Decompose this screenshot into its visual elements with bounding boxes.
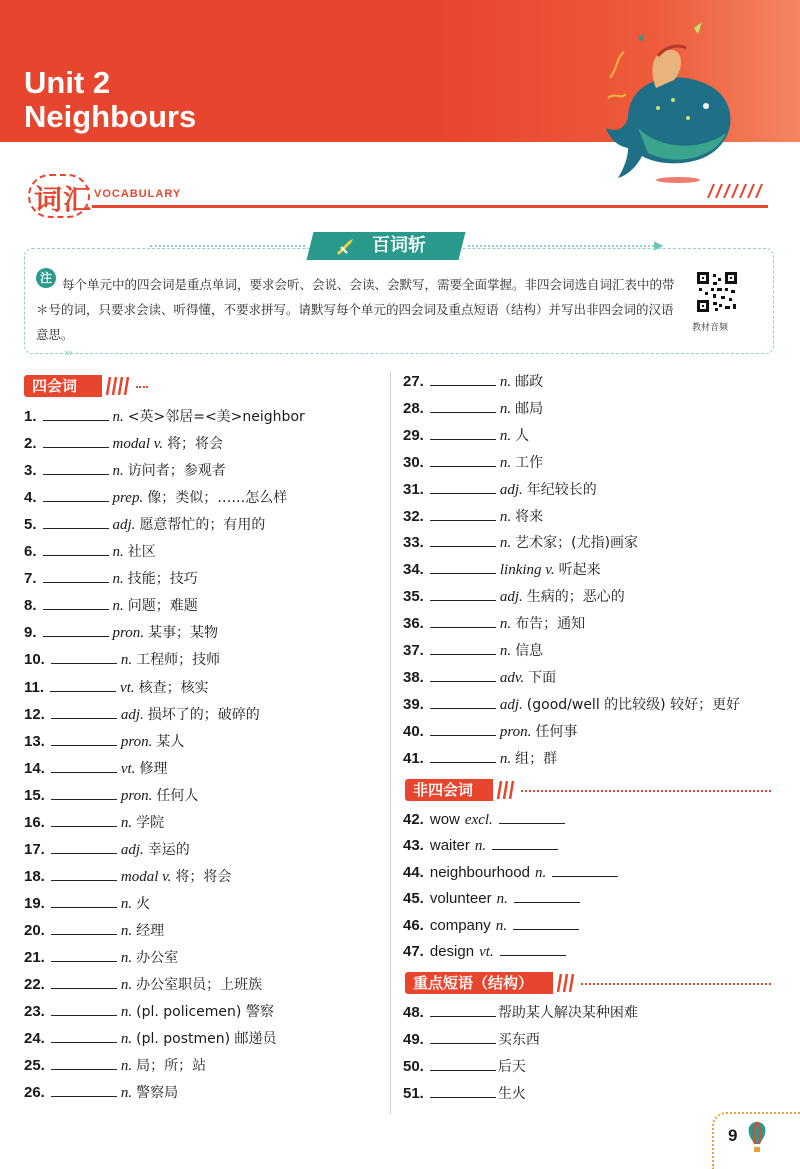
item-number: 18. [24,867,45,885]
item-number: 43. [403,837,424,855]
item-number: 38. [403,668,424,686]
answer-blank[interactable] [51,1056,117,1070]
part-of-speech: pron. [120,733,153,750]
vocab-item [24,784,198,808]
part-of-speech: pron. [499,723,532,740]
item-number: 6. [24,543,37,561]
part-of-speech: n. [120,1031,133,1048]
answer-blank[interactable] [51,650,117,664]
item-number: 8. [24,597,37,615]
part-of-speech: adj. [499,481,523,498]
part-of-speech: prep. [112,490,144,507]
answer-blank[interactable] [51,732,117,746]
stripe-decoration-icon [555,974,575,992]
answer-blank[interactable] [430,1003,496,1017]
item-number: 2. [24,435,37,453]
item-number: 45. [403,890,424,908]
part-of-speech: n. [499,427,512,444]
chinese-meaning: 办公室 [136,950,179,966]
item-number: 32. [403,507,424,525]
vocab-item [24,703,260,727]
chinese-meaning: 买东西 [497,1032,540,1048]
part-of-speech: n. [499,535,512,552]
part-of-speech: n. [112,409,124,425]
vocab-item [24,567,198,591]
answer-blank[interactable] [51,759,117,773]
part-of-speech: linking v. [499,562,555,579]
vocab-item [403,720,577,744]
chinese-meaning: 社区 [127,544,156,561]
vocab-item [24,1000,274,1024]
chinese-meaning: 学院 [136,814,165,831]
answer-blank[interactable] [50,678,116,692]
part-of-speech: adj. [499,589,523,606]
answer-blank[interactable] [43,434,109,448]
item-number: 14. [24,759,45,777]
chinese-meaning: 某人 [156,733,185,750]
chinese-meaning: 核查；核实 [138,679,209,696]
vocab-item [24,730,184,754]
answer-blank[interactable] [430,695,496,709]
part-of-speech: n. [534,864,547,881]
answer-blank[interactable] [430,372,496,386]
chinese-meaning: 组；群 [515,750,558,767]
vocab-rule [92,205,768,208]
part-of-speech: n. [120,652,133,669]
item-number: 28. [403,399,424,417]
answer-blank[interactable] [51,894,117,908]
item-number: 29. [403,426,424,444]
non-four-item [403,834,562,858]
chinese-meaning: 修理 [139,760,168,777]
answer-blank[interactable] [43,623,109,637]
non-four-item [403,808,569,832]
part-of-speech: n. [499,750,512,767]
chinese-meaning: 艺术家；(尤指)画家 [515,535,639,552]
part-of-speech: n. [112,598,124,615]
answer-blank[interactable] [430,480,496,494]
chinese-meaning: 将；将会 [175,868,232,885]
chinese-meaning: (pl. policemen) 警察 [136,1004,274,1021]
vocab-item [24,838,190,862]
part-of-speech: n. [120,922,133,939]
vocab-item [24,892,150,916]
part-of-speech: n. [499,454,512,471]
answer-blank[interactable] [51,813,117,827]
chinese-meaning: 帮助某人解决某种困难 [497,1005,638,1021]
item-number: 3. [24,462,37,480]
unit-title [24,66,196,134]
part-of-speech: adj. [120,706,144,723]
part-of-speech: adv. [499,669,525,686]
item-number: 41. [403,749,424,767]
answer-blank[interactable] [492,836,558,850]
item-number: 22. [24,976,45,994]
chinese-meaning: 问题；难题 [127,598,198,615]
vocab-title-en: VOCABULARY [94,188,182,200]
part-of-speech: n. [474,838,487,855]
chinese-meaning: 愿意帮忙的；有用的 [139,517,266,534]
part-of-speech: pron. [112,625,145,642]
hot-air-balloon-icon [744,1120,770,1154]
vocab-item [24,811,164,835]
part-of-speech: pron. [120,787,153,804]
unit-name: Neighbours [24,99,197,134]
qr-label: 教材音频 [692,323,729,333]
chinese-meaning: 生火 [497,1086,526,1102]
answer-blank[interactable] [430,1057,496,1071]
vocab-item [403,370,543,394]
item-number: 47. [403,943,424,960]
part-of-speech: n. [120,814,133,831]
item-number: 46. [403,916,424,934]
item-number: 48. [403,1004,424,1021]
vocab-item [403,666,556,690]
item-number: 49. [403,1031,424,1048]
stripe-decoration-icon [704,184,768,198]
vocab-item [24,1027,277,1051]
chinese-meaning: 后天 [497,1059,526,1075]
part-of-speech: n. [496,891,508,908]
answer-blank[interactable] [43,461,109,475]
answer-blank[interactable] [430,560,496,574]
phrase-item [403,1001,638,1025]
part-of-speech: excl. [464,812,493,828]
item-number: 1. [24,408,37,425]
part-of-speech: n. [120,950,133,966]
section-non-four-skill [405,779,770,801]
english-word: neighbourhood [429,863,530,881]
answer-blank[interactable] [51,948,117,962]
chinese-meaning: 某事；某物 [148,625,219,642]
part-of-speech: n. [112,571,124,588]
vocab-title-cn: 词汇 [34,183,93,216]
part-of-speech: adj. [499,696,523,713]
chinese-meaning: 将；将会 [167,436,224,453]
chinese-meaning: (good/well 的比较级) 较好；更好 [526,696,741,713]
vocab-item [24,459,226,483]
answer-blank[interactable] [430,533,496,547]
chinese-meaning: 信息 [515,643,544,659]
vocab-item [403,693,740,717]
item-number: 12. [24,705,45,723]
chinese-meaning: 将来 [515,508,544,525]
chevron-decoration-icon: ››› [64,346,72,359]
chinese-meaning: 幸运的 [147,841,190,858]
chinese-meaning: 任何人 [156,787,199,804]
item-number: 42. [403,811,424,828]
item-number: 33. [403,534,424,552]
phrase-item [403,1028,540,1052]
vocab-item [24,946,178,970]
page-number: 9 [728,1126,738,1145]
section-key-phrases [405,972,770,994]
item-number: 4. [24,489,37,507]
item-number: 20. [24,921,45,939]
answer-blank[interactable] [43,407,109,421]
answer-blank[interactable] [43,596,109,610]
vocab-item [24,540,156,564]
vocab-item [403,639,543,663]
vocab-item [24,432,223,456]
answer-blank[interactable] [51,921,117,935]
part-of-speech: n. [499,508,512,525]
note-badge: 注 [36,268,56,288]
english-word: design [429,943,475,960]
answer-blank[interactable] [499,810,565,824]
part-of-speech: n. [120,895,133,912]
phrase-item [403,1055,526,1079]
answer-blank[interactable] [51,975,117,989]
answer-blank[interactable] [514,889,580,903]
english-word: volunteer [429,890,492,908]
vocab-item [403,558,601,582]
vocab-item [403,478,597,502]
non-four-item [403,887,584,911]
section-title: 四会词 [24,375,102,397]
part-of-speech: n. [120,1085,133,1102]
vocab-item [403,585,625,609]
chinese-meaning: 生病的；恶心的 [526,589,625,606]
answer-blank[interactable] [430,507,496,521]
item-number: 35. [403,588,424,606]
item-number: 24. [24,1030,45,1048]
vocab-item [24,621,218,645]
answer-blank[interactable] [43,515,109,529]
chinese-meaning: 年纪较长的 [526,481,597,498]
arrow-decoration-icon: ▶ [654,238,664,252]
answer-blank[interactable] [43,488,109,502]
answer-blank[interactable] [430,399,496,413]
section-title: 重点短语（结构） [405,972,553,994]
item-number: 5. [24,516,37,534]
item-number: 11. [24,678,45,696]
part-of-speech: adj. [120,841,144,858]
english-word: waiter [429,837,470,855]
answer-blank[interactable] [430,587,496,601]
section-title: 非四会词 [405,779,493,801]
phrase-item [403,1082,526,1106]
vocab-item [24,919,164,943]
vocab-item [24,865,231,889]
chinese-meaning: 工程师；技师 [136,652,221,669]
part-of-speech: n. [120,977,133,994]
item-number: 36. [403,615,424,633]
vocab-item [24,1081,178,1105]
chinese-meaning: 警察局 [136,1085,179,1102]
part-of-speech: vt. [120,679,135,696]
non-four-item [403,914,583,938]
non-four-item [403,861,622,885]
answer-blank[interactable] [51,840,117,854]
vocab-item [24,973,262,997]
answer-blank[interactable] [500,942,566,956]
notice-text: 每个单元中的四会词是重点单词，要求会听、会说、会读、会默写，需要全面掌握。非四会词选自词汇表中的带＊号的词，只要求会读、听得懂，不要求拼写。请默写每个单元的四会词及重点短语（结构）并写出非四会词的汉语意思。 [36,277,675,342]
answer-blank[interactable] [43,569,109,583]
item-number: 37. [403,642,424,659]
item-number: 26. [24,1084,45,1102]
vocab-item [24,676,209,700]
item-number: 51. [403,1085,424,1102]
part-of-speech: modal v. [112,436,164,453]
vocab-item [24,1054,206,1078]
item-number: 34. [403,561,424,579]
answer-blank[interactable] [430,426,496,440]
answer-blank[interactable] [430,749,496,763]
item-number: 39. [403,695,424,713]
chinese-meaning: 邮政 [515,374,544,390]
item-number: 17. [24,840,45,858]
answer-blank[interactable] [43,542,109,556]
chinese-meaning: 技能；技巧 [127,571,198,588]
chinese-meaning: 工作 [515,454,544,471]
answer-blank[interactable] [51,786,117,800]
chinese-meaning: 听起来 [558,562,601,579]
answer-blank[interactable] [552,863,618,877]
item-number: 23. [24,1003,45,1021]
english-word: wow [429,811,460,828]
answer-blank[interactable] [51,1083,117,1097]
chinese-meaning: 布告；通知 [515,616,586,633]
item-number: 25. [24,1057,45,1075]
vocab-item [24,594,198,618]
part-of-speech: n. [112,463,124,480]
whale-illustration [598,8,748,183]
vocab-item [403,451,543,475]
chinese-meaning: 人 [515,427,530,444]
answer-blank[interactable] [51,1029,117,1043]
vocab-item [24,757,167,781]
chinese-meaning: (pl. postmen) 邮递员 [136,1031,277,1048]
section-four-skill [24,375,384,397]
chinese-meaning: 火 [136,895,151,912]
part-of-speech: adj. [112,517,136,534]
stripe-decoration-icon [495,781,515,799]
answer-blank[interactable] [430,453,496,467]
part-of-speech: modal v. [120,868,172,885]
part-of-speech: vt. [479,944,494,960]
item-number: 7. [24,570,37,588]
vocab-item [24,486,287,510]
answer-blank[interactable] [430,722,496,736]
chinese-meaning: 办公室职员；上班族 [136,977,263,994]
answer-blank[interactable] [430,668,496,682]
english-word: company [429,916,491,934]
answer-blank[interactable] [51,1002,117,1016]
vocab-item [403,747,557,771]
chinese-meaning: <英>邻居=<美>neighbor [127,409,305,425]
item-number: 50. [403,1058,424,1075]
answer-blank[interactable] [51,867,117,881]
item-number: 44. [403,863,424,881]
stripe-decoration-icon [104,377,130,395]
answer-blank[interactable] [51,705,117,719]
vocab-item [24,405,305,429]
item-number: 15. [24,786,45,804]
part-of-speech: n. [499,374,512,390]
item-number: 16. [24,813,45,831]
item-number: 13. [24,732,45,750]
item-number: 10. [24,651,45,669]
chinese-meaning: 邮局 [515,400,544,417]
part-of-speech: n. [499,643,512,659]
vocab-item [24,648,220,672]
item-number: 40. [403,722,424,740]
vocab-item [403,397,543,421]
answer-blank[interactable] [430,1030,496,1044]
part-of-speech: n. [495,917,507,934]
non-four-item [403,940,570,964]
part-of-speech: vt. [120,760,136,777]
part-of-speech: n. [499,400,512,417]
item-number: 19. [24,894,45,912]
notice-tab-label: 百词斩 [372,235,426,256]
chinese-meaning: 损坏了的；破碎的 [147,706,260,723]
item-number: 30. [403,453,424,471]
vocab-item [24,513,265,537]
column-divider [390,372,391,1114]
vocab-item [403,424,529,448]
chinese-meaning: 访问者；参观者 [127,463,226,480]
unit-number: Unit 2 [24,65,111,100]
chinese-meaning: 下面 [528,669,557,686]
answer-blank[interactable] [430,614,496,628]
item-number: 27. [403,373,424,390]
answer-blank[interactable] [513,916,579,930]
chinese-meaning: 局；所；站 [136,1058,207,1075]
vocab-item [403,612,585,636]
chinese-meaning: 任何事 [535,723,578,740]
vocab-item [403,531,638,555]
part-of-speech: n. [499,616,512,633]
part-of-speech: n. [112,544,124,561]
answer-blank[interactable] [430,1084,496,1098]
vocabulary-band [28,172,768,222]
item-number: 31. [403,480,424,498]
item-number: 21. [24,949,45,966]
qr-code-icon[interactable] [695,270,739,314]
vocab-item [403,505,543,529]
item-number: 9. [24,624,37,642]
chinese-meaning: 像；类似；……怎么样 [147,490,288,507]
part-of-speech: n. [120,1004,133,1021]
part-of-speech: n. [120,1058,133,1075]
chinese-meaning: 经理 [136,922,165,939]
answer-blank[interactable] [430,641,496,655]
